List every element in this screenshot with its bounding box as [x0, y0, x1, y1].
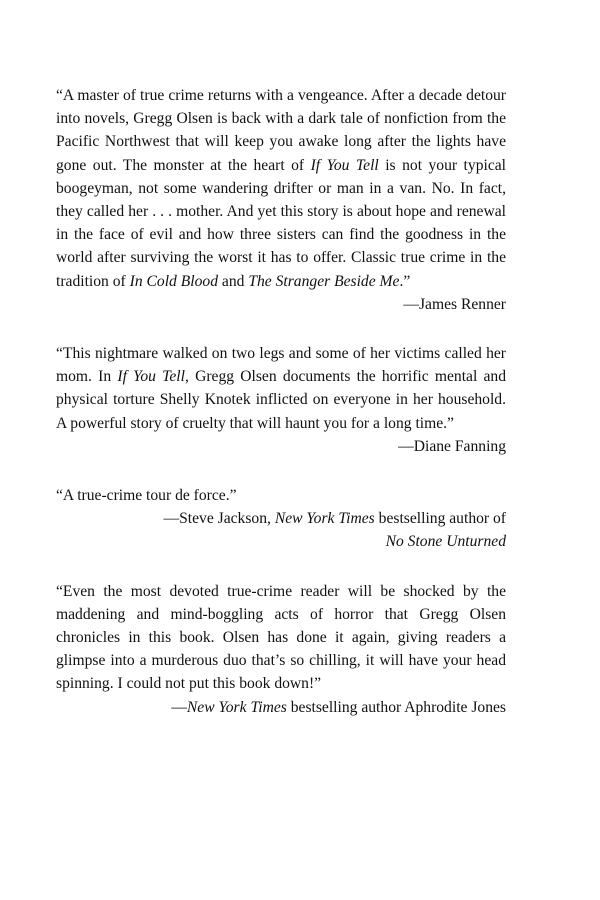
text-run: “A true-crime tour de force.” [56, 487, 237, 505]
blurb-steve-jackson [56, 484, 506, 554]
italic-title: New York Times [274, 510, 375, 528]
text-run: is not your typical boogeyman, not some wandering drifter or man in a van. No. In fact, they called her . . . mother. And yet this story is about hope and renewal in the face of evil and how three sisters can find the goodness in the world after surviving the worst it has to offer. Classic true crime in the tradition of [56, 156, 506, 290]
italic-title: No Stone Unturned [385, 533, 506, 551]
quote-attribution [56, 435, 506, 458]
text-run: , Gregg Olsen documents the horrific mental and physical torture Shelly Knotek inflicted on everyone in her household. A powerful story of cruelty that will haunt you for a long time.” [56, 368, 507, 432]
text-run: “This nightmare walked on two legs and some of her victims called her mom. In [56, 345, 506, 386]
blurb-james-renner [56, 84, 506, 316]
text-run: and [218, 272, 249, 290]
italic-title: The Stranger Beside Me [248, 272, 400, 290]
attribution-line [56, 530, 506, 553]
text-run: —Diane Fanning [398, 437, 506, 455]
quote-text [56, 84, 506, 293]
quote-text [56, 484, 506, 507]
quote-text [56, 580, 506, 696]
quote-attribution [56, 507, 506, 553]
attribution-line [56, 696, 506, 719]
praise-page [56, 84, 506, 745]
italic-title: In Cold Blood [129, 272, 218, 290]
text-run: “A master of true crime returns with a vengeance. After a decade detour into novels, Gregg Olsen is back with a dark tale of nonfiction from the Pacific Northwest that will keep you awake long after the lights have gone out. The monster at the heart of [56, 87, 506, 174]
text-run: .” [399, 272, 411, 290]
italic-title: New York Times [186, 698, 287, 716]
text-run: — [171, 698, 187, 716]
attribution-line [56, 293, 506, 316]
quote-attribution [56, 293, 506, 316]
text-run: —Steve Jackson, [163, 510, 275, 528]
blurb-diane-fanning [56, 342, 506, 458]
quote-text [56, 342, 506, 435]
quote-attribution [56, 696, 506, 719]
text-run: “Even the most devoted true-crime reader will be shocked by the maddening and mind-boggling acts of horror that Gregg Olsen chronicles in this book. Olsen has done it again, giving readers a glimpse into a murderous duo that’s so chilling, it will have your head spinning. I could not put this book down!” [56, 582, 506, 693]
italic-title: If You Tell [310, 156, 379, 174]
text-run: bestselling author Aphrodite Jones [286, 698, 506, 716]
italic-title: If You Tell [117, 368, 185, 386]
text-run: —James Renner [403, 295, 506, 313]
attribution-line [56, 435, 506, 458]
text-run: bestselling author of [374, 510, 506, 528]
attribution-line [56, 507, 506, 530]
blurb-aphrodite-jones [56, 580, 506, 719]
